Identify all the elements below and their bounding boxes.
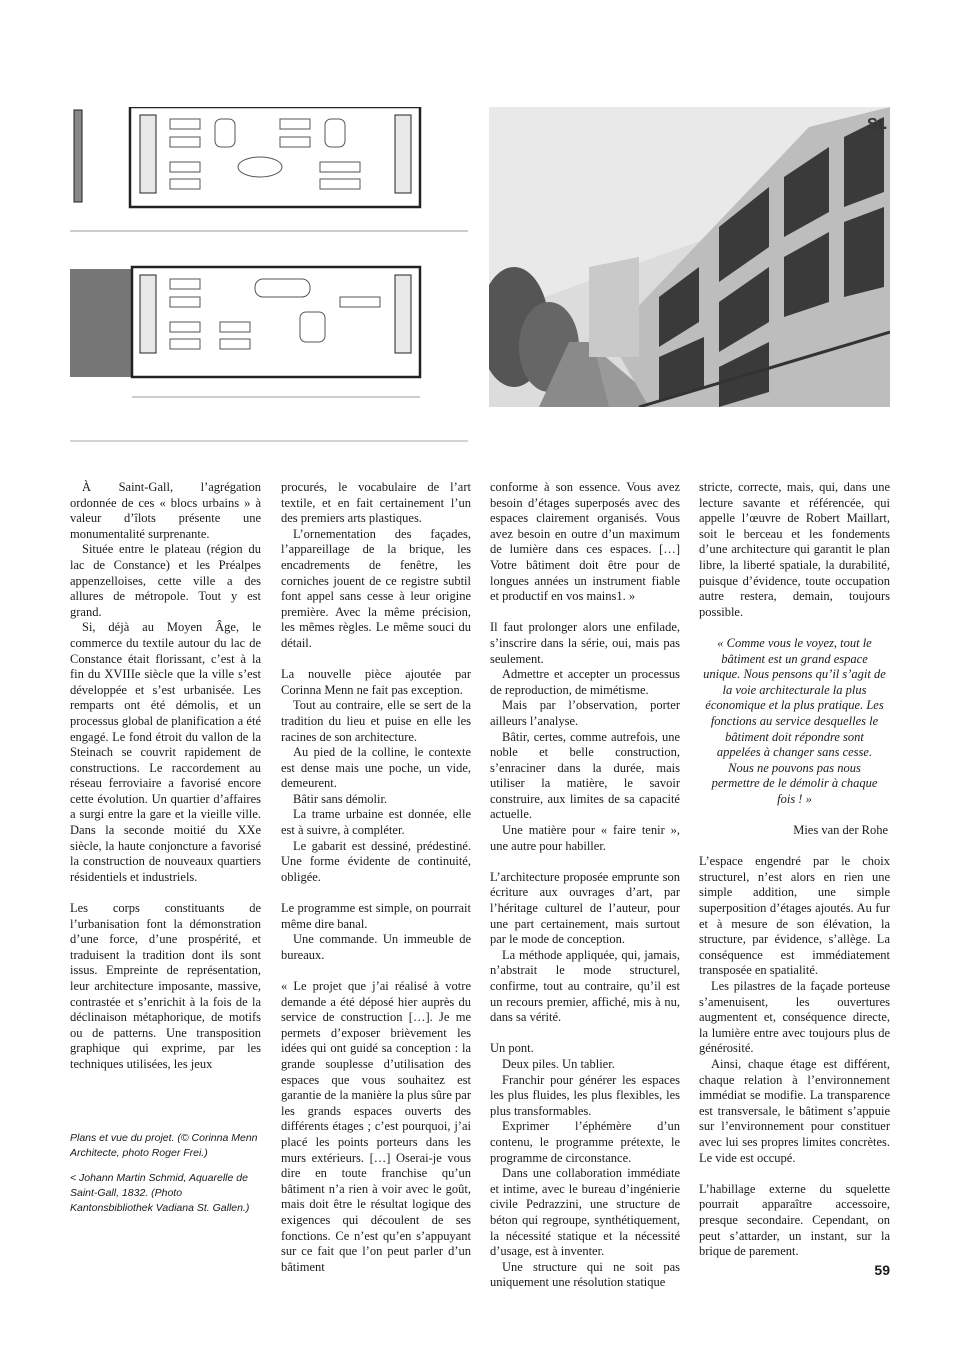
paragraph: La méthode appliquée, qui, jamais, n’abstrait le mode structurel, confirme, tout au contraire, qu’il est un recours premier, affiché, mis à nu, dans sa vérité.: [490, 947, 680, 1025]
paragraph: Bâtir sans démolir.: [293, 791, 388, 806]
side-caption: < Johann Martin Schmid, Aquarelle de Saint-Gall, 1832. (Photo Kantonsbibliothek Vadiana St. Gallen.): [70, 1172, 250, 1214]
paragraph: Les corps constituants de l’urbanisation font la démonstration d’une force, d’une prospérité, et traduisent la tradition dont ils sont issus. Empreinte de représentation, leur architecture imposante, massive, contrastée et s’enrichit à la fois de la déclinaison métaphorique, de motifs ou de patterns. Une transposition graphique qui exprime, par les techniques utilisées, les jeux: [70, 901, 261, 1071]
paragraph: L’habillage externe du squelette pourrait apparaître accessoire, presque secondaire. Cependant, on peut s’attarder, un instant, sur la brique de parement.: [699, 1181, 890, 1259]
paragraph: Bâtir, certes, comme autrefois, une noble et belle construction, s’enraciner dans la durée, mais utiliser la matière, le savoir construire, aux limites de sa capacité actuelle.: [490, 729, 680, 822]
paragraph: Admettre et accepter un processus de reproduction, de mimétisme.: [490, 667, 680, 697]
paragraph: Une commande. Un immeuble de bureaux.: [281, 932, 471, 962]
paragraph: La trame urbaine est donnée, elle est à suivre, à compléter.: [281, 807, 471, 838]
paragraph: Mais par l’observation, porter ailleurs l’analyse.: [490, 698, 680, 728]
paragraph: Une structure qui ne soit pas uniquement une résolution statique: [490, 1259, 680, 1290]
quote-author: Mies van der Rohe: [793, 823, 888, 838]
paragraph: Les pilastres de la façade porteuse s’amenuisent, les ouvertures augmentent et, conséquence directe, la lumière entre avec toujours plus de générosité.: [699, 979, 890, 1056]
paragraph: Au pied de la colline, le contexte est dense mais une poche, un vide, demeurent.: [281, 745, 471, 791]
paragraph: Dans une collaboration immédiate et intime, avec le bureau d’ingénierie civile Pedrazzini, une structure de béton qui regroupe, synthétiquement, la nécessité statique et la nécessité d’usage, est à inventer.: [490, 1166, 680, 1259]
captions: [70, 1131, 266, 1226]
paragraph: Franchir pour générer les espaces les plus fluides, les plus flexibles, les plus transformables.: [490, 1072, 680, 1118]
paragraph: La nouvelle pièce ajoutée par Corinna Menn ne fait pas exception.: [281, 667, 471, 697]
paragraph: L’espace engendré par le choix structurel, n’est alors en rien une simple addition, une simple superposition d’étages ajoutés. Au fur et à mesure de son élévation, la structure, par évidence, s’allège. La conséquence est immédiatement transposée en spatialité.: [699, 854, 890, 978]
paragraph: procurés, le vocabulaire de l’art textile, et en fait certainement l’un des premiers arts plastiques.: [281, 480, 471, 526]
page-number: 59: [874, 1262, 890, 1278]
paragraph: Si, déjà au Moyen Âge, le commerce du textile autour du lac de Constance était florissant, c’est à la fin du XVIIIe siècle que la ville s’est développée et s’est urbanisée. Les remparts ont été démolis, et un processus global de planification a été engagé. Le fond étroit du vallon de la Steinach se couvrit rapidement de constructions. Le raccordement au réseau ferroviaire a favorisé encore cette évolution. Un quartier d’affaires a surgi entre la gare et la vieille ville. Dans la seconde moitié du XXe siècle, la haute conjoncture a favorisé la construction de nouveaux quartiers résidentiels et industriels.: [70, 620, 261, 884]
paragraph: L’ornementation des façades, l’appareillage de la brique, les encadrements de fenêtre, les corniches jouent de ce registre subtil font appel sans cesse à leur origine première. Avec la même précision, les mêmes règles. Le même souci du détail.: [281, 526, 471, 650]
figure-caption: Plans et vue du projet. (© Corinna Menn Architecte, photo Roger Frei.): [70, 1132, 258, 1159]
paragraph: Située entre le plateau (région du lac de Constance) et les Préalpes appenzelloises, cette ville a des allures de métropole. Tout y est grand.: [70, 542, 261, 619]
paragraph: Deux piles. Un tablier.: [502, 1056, 615, 1071]
paragraph: « Le projet que j’ai réalisé à votre demande a été déposé hier auprès du service de construction […]. Je me permets d’exposer brièvement les idées qui ont guidé sa conception : la grande souplesse d’utilisation des espaces que vous souhaitez est garantie de la manière la plus sûre par les grands espaces ouverts des différents étages ; c’est pourquoi, j’ai placé les points porteurs dans les murs extérieurs. […] Oserai-je vous dire en toute franchise qu’un bâtiment n’a rien à voir avec le goût, mais doit être le résultat logique des exigences qui découlent de ses fonctions. Ce n’est qu’en s’appuyant sur ce fait que l’on peut parler d’un bâtiment: [281, 979, 471, 1274]
paragraph: Un pont.: [490, 1041, 534, 1056]
text-column-2: [281, 480, 471, 1275]
paragraph: Il faut prolonger alors une enfilade, s’inscrire dans la série, oui, mais pas seulement.: [490, 620, 680, 666]
pull-quote: « Comme vous le voyez, tout le bâtiment est un grand espace unique. Nous pensons qu’il s’agit de la voie architecturale la plus économique et la plus pratique. Les fonctions au service desquelles le bâtiment doit répondre sont appelées à changer sans cesse. Nous ne pouvons pas nous permettre de le démolir à chaque fois ! »: [703, 635, 886, 806]
paragraph: Une matière pour « faire tenir », une autre pour habiller.: [490, 823, 680, 853]
paragraph: stricte, correcte, mais, qui, dans une lecture savante et référencée, qui appelle l’œuvre de Robert Maillart, soit le berceau et les fondements d’une architecture qui garantit le plan libre, la liberté spatiale, la durabilité, puisque d’évidence, toute occupation autre restera, demain, toujours possible.: [699, 480, 890, 619]
paragraph: Le programme est simple, on pourrait même dire banal.: [281, 901, 471, 931]
paragraph: conforme à son essence. Vous avez besoin d’étages superposés avec des espaces clairement organisés. Vous avez besoin en outre d’un maximum de lumière dans ces espaces. […] Votre bâtiment doit être pour de longues années un instrument fiable et productif en vos mains1. »: [490, 480, 680, 604]
building-photo: [489, 107, 890, 407]
text-column-1: [70, 480, 261, 1073]
paragraph: L’architecture proposée emprunte son écriture aux ouvrages d’art, par l’héritage culturel de l’auteur, pour une part certainement, mais surtout par le mode de conception.: [490, 869, 680, 947]
street-view-image: [489, 107, 890, 407]
floor-plans-drawing: [70, 107, 468, 447]
svg-text:St.: St.: [867, 116, 888, 133]
paragraph: Ainsi, chaque étage est différent, chaque relation à l’environnement immédiat se modifie. La transparence est transversale, le bâtiment s’appuie sur l’environnement pour constituer avec lui ses propres limites concrètes. Le vide est occupé.: [699, 1056, 890, 1165]
paragraph: Exprimer l’éphémère d’un contenu, le programme prétexte, le programme de circonstance.: [490, 1119, 680, 1165]
floor-plans-figure: [70, 107, 468, 447]
paragraph: Le gabarit est dessiné, prédestiné. Une forme évidente de continuité, obligée.: [281, 838, 471, 884]
paragraph: Tout au contraire, elle se sert de la tradition du lieu et puise en elle les racines de son architecture.: [281, 698, 471, 744]
text-column-3: [490, 480, 680, 1291]
paragraph: À Saint-Gall, l’agrégation ordonnée de ces « blocs urbains » à valeur d’îlots présente une monumentalité surprenante.: [70, 480, 261, 541]
text-column-4: [699, 480, 890, 1260]
